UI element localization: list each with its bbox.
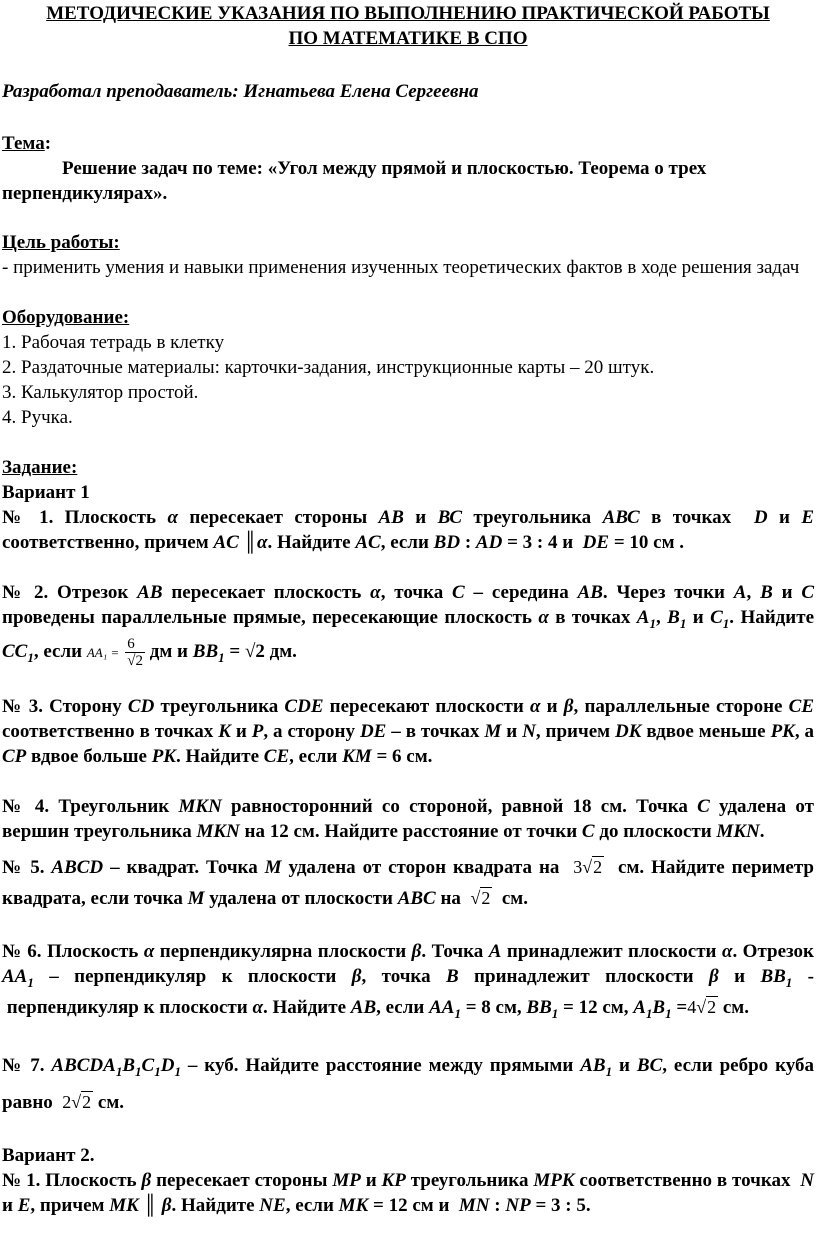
author-line: Разработал преподаватель: Игнатьева Елена Сергеевна [2,81,479,102]
equipment-list [2,330,814,430]
fraction-denominator: √2 [127,652,143,669]
theme-heading [2,131,814,156]
equipment-item: 3. Калькулятор простой. [2,382,199,403]
document-page [0,1,814,1218]
task-1-v1: № 1. Плоскость α пересекает стороны АВ и ВС треугольника АВС в точках D и E соответственно, причем AC ║α. Найдите AC, если BD : AD = 3 : 4 и DE = 10 см . [2,507,814,553]
radicand: 2 [135,652,143,669]
task-5-v1: № 5. ABCD – квадрат. Точка M удалена от сторон квадрата на 3√2 см. Найдите периметр квадрата, если точка M удалена от плоскости ABC на √2 см. [2,852,814,914]
equipment-item: 2. Раздаточные материалы: карточки-задания, инструкционные карты – 20 штук. [2,357,655,378]
theme-colon: : [44,133,52,154]
fraction-numerator: 6 [125,636,145,653]
task-7-v1: № 7. $ABCDA_1B_1C_1D_1$ – куб. Найдите расстояние между прямыми $AB_1$ и BC, если ребро куба равно 2√2 см. [2,1051,814,1118]
theme-text: Решение задач по теме: «Угол между прямой и плоскостью. Теорема о трех перпендикулярах». [2,158,707,204]
goal-text: - применить умения и навыки применения изученных теоретических фактов в ходе решения задач [2,257,800,278]
root-4sqrt2: 4√2 [687,997,717,1018]
task-6-v1: № 6. Плоскость α перпендикулярна плоскости β. Точка A принадлежит плоскости α. Отрезок $AA_1$ – перпендикуляр к плоскости β, точка B принадлежит плоскости β и $BB_1$ - перпендикуляр к плоскости α. Найдите AB, если $AA_1 = 8$ см, $BB_1 = 12$ см, $A_1B_1 =4√2$ см. [2,941,815,1022]
root-sqrt2: √2 [470,888,491,909]
task-heading: Задание: [2,457,78,478]
radicand: 2 [593,857,603,878]
root-3sqrt2: 3√2 [573,857,603,878]
task-1-v2: № 1. Плоскость β пересекает стороны MP и KP треугольника MPK соответственно в точках N и E, причем MK ║ β. Найдите NE, если MK = 12 см и MN : NP = 3 : 5. [2,1169,814,1216]
equipment-heading: Оборудование: [2,307,130,328]
equipment-item: 4. Ручка. [2,407,73,428]
theme-label: Тема [2,133,45,154]
radicand: 2 [82,1091,92,1112]
title-line-2: ПО МАТЕМАТИКЕ В СПО [288,28,528,49]
formula-lhs: AA₁ = [86,644,120,660]
radicand: 2 [481,888,491,909]
radicand: 2 [707,997,717,1018]
goal-heading: Цель работы: [2,232,120,253]
document-title [2,1,814,51]
task-3-v1: № 3. Сторону CD треугольника CDE пересекают плоскости α и β, параллельные стороне CE соответственно в точках K и P, а сторону DE – в точках M и N, причем DK вдвое меньше PK, а CP вдвое больше PK. Найдите CE, если KM = 6 см. [2,696,815,768]
variant-2-heading: Вариант 2. [2,1144,95,1166]
task-2-v1: № 2. Отрезок АВ пересекает плоскость α, точка С – середина АВ. Через точки А, В и С проведены параллельные прямые, пересекающие плоскость α в точках $А_1$, $В_1$ и $С_1$. Найдите $СС_1$, если AA₁ = $\frac{6}{√2}$ дм и $ВВ_1 = √2$ дм. [2,582,815,669]
variant-1-heading: Вариант 1 [2,482,90,503]
task-4-v1: № 4. Треугольник МKN равносторонний со стороной, равной 18 см. Точка C удалена от вершин треугольника МKN на 12 см. Найдите расстояние от точки C до плоскости МKN. [2,796,814,843]
fraction [125,636,145,669]
root-coef: 4 [687,997,697,1018]
formula-aa1 [87,636,145,669]
root-2sqrt2: 2√2 [62,1091,92,1112]
root-coef: 2 [62,1091,72,1112]
root-coef: 3 [573,857,583,878]
equipment-item: 1. Рабочая тетрадь в клетку [2,332,225,353]
title-line-1: МЕТОДИЧЕСКИЕ УКАЗАНИЯ ПО ВЫПОЛНЕНИЮ ПРАКТИЧЕСКОЙ РАБОТЫ [46,3,770,24]
